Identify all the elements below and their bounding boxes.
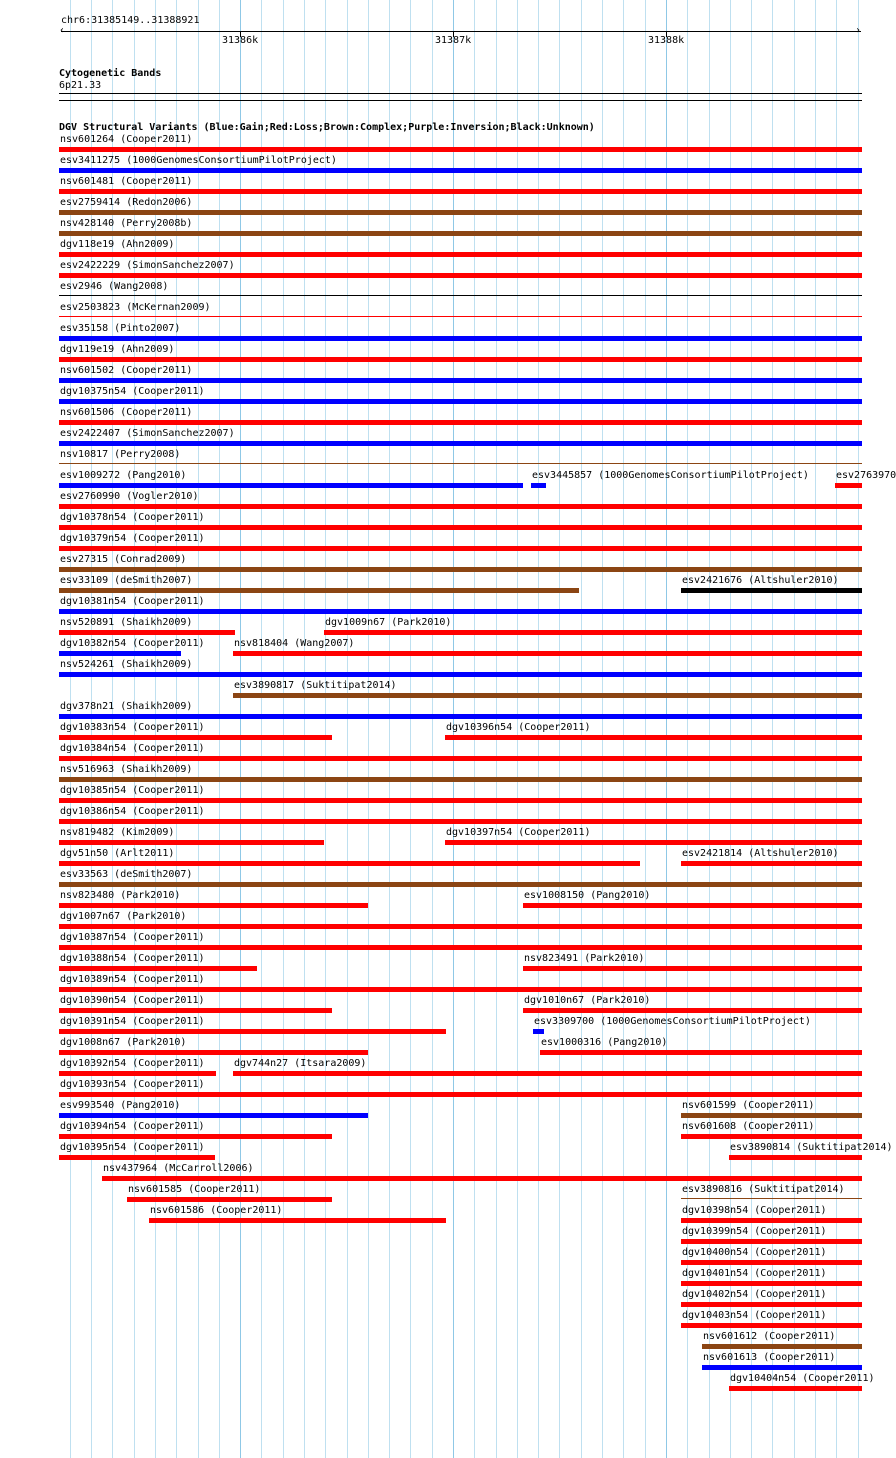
variant-label[interactable]: esv3890816 (Suktitipat2014) xyxy=(682,1184,845,1195)
variant-label[interactable]: esv1008150 (Pang2010) xyxy=(524,890,651,901)
variant-bar-complex[interactable] xyxy=(681,1113,862,1118)
variant-bar-loss[interactable] xyxy=(59,861,640,866)
variant-label[interactable]: dgv744n27 (Itsara2009) xyxy=(234,1058,367,1069)
variant-bar-gain[interactable] xyxy=(702,1365,862,1370)
variant-bar-loss[interactable] xyxy=(59,903,368,908)
variant-label[interactable]: esv33109 (deSmith2007) xyxy=(60,575,193,586)
grid-line xyxy=(432,0,433,1458)
variant-label[interactable]: esv2422407 (SimonSanchez2007) xyxy=(60,428,235,439)
variant-bar-complex[interactable] xyxy=(59,231,862,236)
variant-bar-loss[interactable] xyxy=(681,1134,862,1139)
variant-label[interactable]: dgv10393n54 (Cooper2011) xyxy=(60,1079,205,1090)
variant-label[interactable]: dgv10381n54 (Cooper2011) xyxy=(60,596,205,607)
variant-label[interactable]: dgv10379n54 (Cooper2011) xyxy=(60,533,205,544)
variant-label[interactable]: nsv601612 (Cooper2011) xyxy=(703,1331,836,1342)
variant-bar-loss[interactable] xyxy=(59,504,862,509)
variant-label[interactable]: esv2759414 (Redon2006) xyxy=(60,197,193,208)
variant-bar-loss[interactable] xyxy=(59,357,862,362)
variant-label[interactable]: dgv10384n54 (Cooper2011) xyxy=(60,743,205,754)
variant-bar-loss[interactable] xyxy=(102,1176,862,1181)
variant-bar-gain[interactable] xyxy=(59,714,862,719)
variant-bar-gain[interactable] xyxy=(59,483,523,488)
variant-bar-loss[interactable] xyxy=(59,966,257,971)
variant-label[interactable]: dgv1008n67 (Park2010) xyxy=(60,1037,187,1048)
variant-bar-complex[interactable] xyxy=(59,210,862,215)
variant-bar-loss[interactable] xyxy=(59,756,862,761)
variant-label[interactable]: nsv428140 (Perry2008b) xyxy=(60,218,193,229)
variant-label[interactable]: dgv10396n54 (Cooper2011) xyxy=(446,722,591,733)
grid-line xyxy=(389,0,390,1458)
variant-label[interactable]: dgv10383n54 (Cooper2011) xyxy=(60,722,205,733)
variant-label[interactable]: esv2763970 xyxy=(836,470,896,481)
variant-label[interactable]: dgv119e19 (Ahn2009) xyxy=(60,344,175,355)
variant-label[interactable]: dgv1010n67 (Park2010) xyxy=(524,995,651,1006)
variant-bar-complex[interactable] xyxy=(59,777,862,782)
variant-bar-gain[interactable] xyxy=(59,609,862,614)
variant-label[interactable]: dgv10390n54 (Cooper2011) xyxy=(60,995,205,1006)
ruler-axis xyxy=(61,31,861,32)
variant-label[interactable]: nsv601586 (Cooper2011) xyxy=(150,1205,283,1216)
variant-bar-loss[interactable] xyxy=(233,1071,862,1076)
variant-bar-loss[interactable] xyxy=(681,861,862,866)
variant-label[interactable]: dgv118e19 (Ahn2009) xyxy=(60,239,175,250)
variant-bar-loss[interactable] xyxy=(523,966,862,971)
variant-bar-loss[interactable] xyxy=(835,483,862,488)
variant-label[interactable]: dgv10398n54 (Cooper2011) xyxy=(682,1205,827,1216)
grid-line xyxy=(261,0,262,1458)
variant-label[interactable]: esv3309700 (1000GenomesConsortiumPilotProject) xyxy=(534,1016,811,1027)
variant-label[interactable]: nsv601481 (Cooper2011) xyxy=(60,176,193,187)
variant-bar-loss[interactable] xyxy=(523,1008,862,1013)
variant-label[interactable]: dgv10378n54 (Cooper2011) xyxy=(60,512,205,523)
variant-label[interactable]: nsv601502 (Cooper2011) xyxy=(60,365,193,376)
variant-bar-loss[interactable] xyxy=(59,987,862,992)
variant-bar-loss[interactable] xyxy=(445,735,862,740)
variant-label[interactable]: nsv601585 (Cooper2011) xyxy=(128,1184,261,1195)
variant-label[interactable]: nsv601264 (Cooper2011) xyxy=(60,134,193,145)
variant-bar-loss[interactable] xyxy=(59,252,862,257)
variant-label[interactable]: dgv10386n54 (Cooper2011) xyxy=(60,806,205,817)
variant-bar-loss[interactable] xyxy=(59,819,862,824)
grid-line xyxy=(368,0,369,1458)
variant-label[interactable]: dgv10403n54 (Cooper2011) xyxy=(682,1310,827,1321)
position-label: chr6:31385149..31388921 xyxy=(61,15,200,26)
variant-bar-complex[interactable] xyxy=(59,567,862,572)
variant-label[interactable]: dgv10375n54 (Cooper2011) xyxy=(60,386,205,397)
grid-line xyxy=(666,0,667,1458)
variant-bar-loss[interactable] xyxy=(729,1155,862,1160)
variant-bar-loss[interactable] xyxy=(681,1260,862,1265)
grid-line xyxy=(283,0,284,1458)
variant-bar-loss[interactable] xyxy=(59,1008,332,1013)
variant-bar-loss[interactable] xyxy=(681,1239,862,1244)
variant-bar-gain[interactable] xyxy=(59,1113,368,1118)
cytoband-label: 6p21.33 xyxy=(59,80,102,91)
variant-bar-complex[interactable] xyxy=(59,463,862,464)
variant-bar-gain[interactable] xyxy=(59,441,862,446)
variant-bar-loss[interactable] xyxy=(233,651,862,656)
variant-bar-loss[interactable] xyxy=(59,1050,368,1055)
variant-label[interactable]: nsv818404 (Wang2007) xyxy=(234,638,355,649)
variant-bar-unknown[interactable] xyxy=(59,295,862,296)
variant-bar-loss[interactable] xyxy=(59,546,862,551)
variant-label[interactable]: dgv51n50 (Arlt2011) xyxy=(60,848,175,859)
variant-bar-loss[interactable] xyxy=(59,1029,446,1034)
variant-bar-gain[interactable] xyxy=(59,168,862,173)
cytoband-divider xyxy=(59,93,862,94)
variant-bar-loss[interactable] xyxy=(59,735,332,740)
variant-label[interactable]: esv2503823 (McKernan2009) xyxy=(60,302,211,313)
ruler-tick-label: 31387k xyxy=(435,35,472,46)
variant-label[interactable]: nsv520891 (Shaikh2009) xyxy=(60,617,193,628)
variant-bar-loss[interactable] xyxy=(59,945,862,950)
variant-label[interactable]: dgv10402n54 (Cooper2011) xyxy=(682,1289,827,1300)
variant-label[interactable]: esv2760990 (Vogler2010) xyxy=(60,491,199,502)
variant-label[interactable]: nsv516963 (Shaikh2009) xyxy=(60,764,193,775)
grid-line xyxy=(410,0,411,1458)
variant-label[interactable]: dgv10395n54 (Cooper2011) xyxy=(60,1142,205,1153)
variant-label[interactable]: dgv10391n54 (Cooper2011) xyxy=(60,1016,205,1027)
variant-bar-complex[interactable] xyxy=(233,693,862,698)
variant-label[interactable]: esv2422229 (SimonSanchez2007) xyxy=(60,260,235,271)
grid-line xyxy=(219,0,220,1458)
variant-bar-gain[interactable] xyxy=(59,378,862,383)
variant-label[interactable]: nsv823491 (Park2010) xyxy=(524,953,645,964)
variant-label[interactable]: esv2946 (Wang2008) xyxy=(60,281,169,292)
variant-bar-loss[interactable] xyxy=(681,1302,862,1307)
variant-label[interactable]: nsv601608 (Cooper2011) xyxy=(682,1121,815,1132)
variant-label[interactable]: esv3411275 (1000GenomesConsortiumPilotProject) xyxy=(60,155,337,166)
variant-label[interactable]: nsv819482 (Kim2009) xyxy=(60,827,175,838)
variant-bar-loss[interactable] xyxy=(729,1386,862,1391)
cytoband-track-title: Cytogenetic Bands xyxy=(59,68,162,79)
variant-bar-loss[interactable] xyxy=(59,525,862,530)
variant-bar-complex[interactable] xyxy=(59,882,862,887)
variant-label[interactable]: esv27315 (Conrad2009) xyxy=(60,554,187,565)
variant-label[interactable]: dgv10397n54 (Cooper2011) xyxy=(446,827,591,838)
variant-bar-gain[interactable] xyxy=(533,1029,544,1034)
variant-label[interactable]: nsv823480 (Park2010) xyxy=(60,890,181,901)
variant-label[interactable]: dgv10382n54 (Cooper2011) xyxy=(60,638,205,649)
grid-line xyxy=(240,0,241,1458)
grid-line xyxy=(347,0,348,1458)
variant-label[interactable]: esv2421676 (Altshuler2010) xyxy=(682,575,839,586)
variant-label[interactable]: dgv1009n67 (Park2010) xyxy=(325,617,452,628)
variant-bar-loss[interactable] xyxy=(523,903,862,908)
grid-line xyxy=(645,0,646,1458)
variant-label[interactable]: esv35158 (Pinto2007) xyxy=(60,323,181,334)
variant-bar-loss[interactable] xyxy=(59,189,862,194)
variant-label[interactable]: nsv601599 (Cooper2011) xyxy=(682,1100,815,1111)
variant-label[interactable]: dgv10399n54 (Cooper2011) xyxy=(682,1226,827,1237)
variant-bar-gain[interactable] xyxy=(59,399,862,404)
variant-bar-complex[interactable] xyxy=(702,1344,862,1349)
variant-label[interactable]: dgv10401n54 (Cooper2011) xyxy=(682,1268,827,1279)
grid-line xyxy=(602,0,603,1458)
variant-bar-loss[interactable] xyxy=(681,1281,862,1286)
variant-bar-gain[interactable] xyxy=(59,672,862,677)
variant-label[interactable]: dgv10388n54 (Cooper2011) xyxy=(60,953,205,964)
variant-label[interactable]: nsv437964 (McCarroll2006) xyxy=(103,1163,254,1174)
variant-bar-gain[interactable] xyxy=(531,483,546,488)
variant-label[interactable]: dgv10389n54 (Cooper2011) xyxy=(60,974,205,985)
variant-label[interactable]: esv1000316 (Pang2010) xyxy=(541,1037,668,1048)
variant-bar-loss[interactable] xyxy=(59,273,862,278)
grid-line xyxy=(325,0,326,1458)
variant-bar-loss[interactable] xyxy=(59,798,862,803)
grid-line xyxy=(623,0,624,1458)
variant-bar-loss[interactable] xyxy=(324,630,862,635)
variant-bar-loss[interactable] xyxy=(59,630,235,635)
variant-label[interactable]: esv3445857 (1000GenomesConsortiumPilotProject) xyxy=(532,470,809,481)
dgv-track-title: DGV Structural Variants (Blue:Gain;Red:Loss;Brown:Complex;Purple:Inversion;Black:Unknown) xyxy=(59,122,595,133)
track-divider xyxy=(59,100,862,101)
variant-bar-loss[interactable] xyxy=(59,840,324,845)
variant-label[interactable]: nsv10817 (Perry2008) xyxy=(60,449,181,460)
variant-bar-loss[interactable] xyxy=(59,1092,862,1097)
variant-bar-gain[interactable] xyxy=(59,336,862,341)
variant-label[interactable]: esv993540 (Pang2010) xyxy=(60,1100,181,1111)
variant-label[interactable]: esv33563 (deSmith2007) xyxy=(60,869,193,880)
variant-bar-loss[interactable] xyxy=(59,147,862,152)
variant-bar-loss[interactable] xyxy=(59,316,862,317)
variant-label[interactable]: nsv524261 (Shaikh2009) xyxy=(60,659,193,670)
variant-label[interactable]: dgv10394n54 (Cooper2011) xyxy=(60,1121,205,1132)
variant-label[interactable]: dgv10392n54 (Cooper2011) xyxy=(60,1058,205,1069)
variant-bar-loss[interactable] xyxy=(540,1050,862,1055)
variant-bar-loss[interactable] xyxy=(59,1071,216,1076)
ruler-right-arrow-icon[interactable]: › xyxy=(855,25,862,36)
variant-bar-gain[interactable] xyxy=(59,651,181,656)
variant-bar-loss[interactable] xyxy=(681,1323,862,1328)
variant-bar-loss[interactable] xyxy=(127,1197,332,1202)
variant-label[interactable]: dgv1007n67 (Park2010) xyxy=(60,911,187,922)
variant-label[interactable]: nsv601506 (Cooper2011) xyxy=(60,407,193,418)
variant-bar-complex[interactable] xyxy=(681,1198,862,1199)
variant-label[interactable]: dgv10400n54 (Cooper2011) xyxy=(682,1247,827,1258)
variant-bar-loss[interactable] xyxy=(681,1218,862,1223)
variant-bar-unknown[interactable] xyxy=(681,588,862,593)
variant-label[interactable]: esv2421814 (Altshuler2010) xyxy=(682,848,839,859)
variant-label[interactable]: dgv10387n54 (Cooper2011) xyxy=(60,932,205,943)
ruler-tick-label: 31388k xyxy=(648,35,685,46)
variant-label[interactable]: esv1009272 (Pang2010) xyxy=(60,470,187,481)
variant-label[interactable]: nsv601613 (Cooper2011) xyxy=(703,1352,836,1363)
variant-label[interactable]: esv3890814 (Suktitipat2014) xyxy=(730,1142,893,1153)
variant-label[interactable]: esv3890817 (Suktitipat2014) xyxy=(234,680,397,691)
variant-bar-complex[interactable] xyxy=(59,588,579,593)
ruler-tick-label: 31386k xyxy=(222,35,259,46)
variant-bar-loss[interactable] xyxy=(59,420,862,425)
variant-bar-loss[interactable] xyxy=(59,1155,215,1160)
variant-bar-loss[interactable] xyxy=(59,924,862,929)
variant-label[interactable]: dgv10385n54 (Cooper2011) xyxy=(60,785,205,796)
grid-line xyxy=(304,0,305,1458)
ruler-left-arrow-icon[interactable]: ‹ xyxy=(59,25,66,36)
variant-label[interactable]: dgv378n21 (Shaikh2009) xyxy=(60,701,193,712)
variant-bar-loss[interactable] xyxy=(149,1218,446,1223)
variant-bar-loss[interactable] xyxy=(59,1134,332,1139)
variant-bar-loss[interactable] xyxy=(445,840,862,845)
variant-label[interactable]: dgv10404n54 (Cooper2011) xyxy=(730,1373,875,1384)
